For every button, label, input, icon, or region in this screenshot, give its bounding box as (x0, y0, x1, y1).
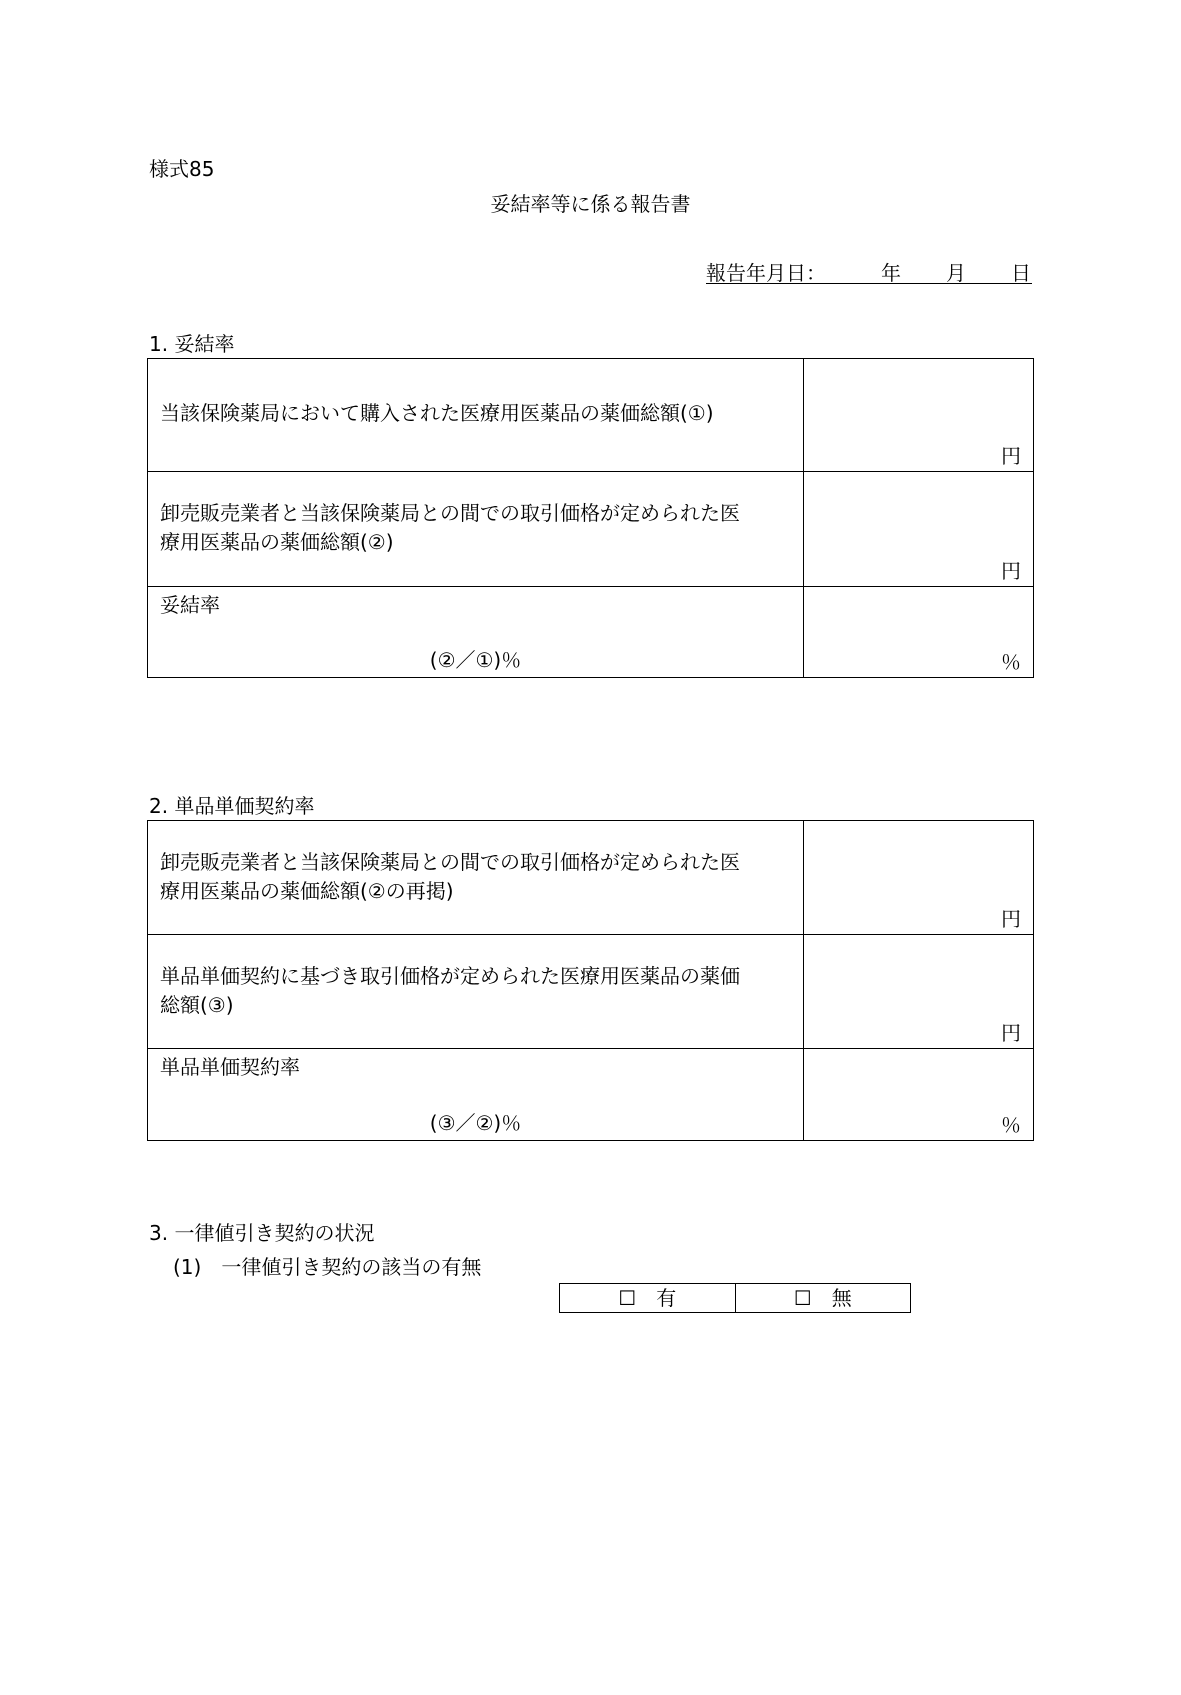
priced-total-field[interactable] (804, 472, 1034, 587)
row-label (148, 359, 804, 472)
settlement-rate-field[interactable] (804, 587, 1034, 678)
day-label: 日 (1011, 261, 1031, 285)
purchased-total-field[interactable] (804, 359, 1034, 472)
unit-price-total-label: 単品単価契約に基づき取引価格が定められた医療用医薬品の薬価 (160, 964, 740, 988)
unit-price-total-field[interactable] (804, 935, 1034, 1049)
form-number: 様式85 (149, 157, 215, 181)
applicability-choice (559, 1283, 911, 1313)
unit-yen: 円 (1001, 444, 1021, 468)
section1-heading: 1. 妥結率 (149, 332, 235, 356)
report-date-label: 報告年月日： (706, 261, 826, 285)
row-label (148, 935, 804, 1049)
priced-total-label-cont: 療用医薬品の薬価総額(②) (160, 530, 394, 554)
priced-total-label: 卸売販売業者と当該保険薬局との間での取引価格が定められた医 (160, 501, 740, 525)
row-label (148, 821, 804, 935)
priced-total-reprint-field[interactable] (804, 821, 1034, 935)
unit-price-rate-formula: (③／②)％ (429, 1111, 522, 1135)
option-no-checkbox[interactable]: ☐ 無 (793, 1286, 852, 1310)
month-label: 月 (946, 261, 966, 285)
year-label: 年 (881, 261, 901, 285)
unit-price-rate-field[interactable] (804, 1049, 1034, 1141)
unit-yen: 円 (1001, 559, 1021, 583)
document-title: 妥結率等に係る報告書 (490, 192, 691, 216)
row-label (148, 472, 804, 587)
row-label (148, 587, 804, 678)
section2-table (147, 820, 1034, 1141)
purchased-total-label: 当該保険薬局において購入された医療用医薬品の薬価総額(①) (160, 401, 714, 425)
unit-yen: 円 (1001, 1021, 1021, 1045)
section3-subitem: (1) 一律値引き契約の該当の有無 (173, 1255, 482, 1279)
unit-percent: ％ (1001, 1113, 1021, 1137)
report-date (706, 257, 1032, 284)
section3-heading: 3. 一律値引き契約の状況 (149, 1221, 375, 1245)
unit-yen: 円 (1001, 907, 1021, 931)
row-label (148, 1049, 804, 1141)
option-yes-checkbox[interactable]: ☐ 有 (560, 1284, 736, 1312)
settlement-rate-label: 妥結率 (160, 593, 220, 617)
unit-price-total-label-cont: 総額(③) (160, 993, 234, 1017)
section1-table (147, 358, 1034, 678)
unit-price-rate-label: 単品単価契約率 (160, 1055, 300, 1079)
priced-total-reprint-label-cont: 療用医薬品の薬価総額(②の再掲) (160, 879, 454, 903)
section2-heading: 2. 単品単価契約率 (149, 794, 315, 818)
settlement-rate-formula: (②／①)％ (429, 648, 522, 672)
unit-percent: ％ (1001, 650, 1021, 674)
priced-total-reprint-label: 卸売販売業者と当該保険薬局との間での取引価格が定められた医 (160, 850, 740, 874)
